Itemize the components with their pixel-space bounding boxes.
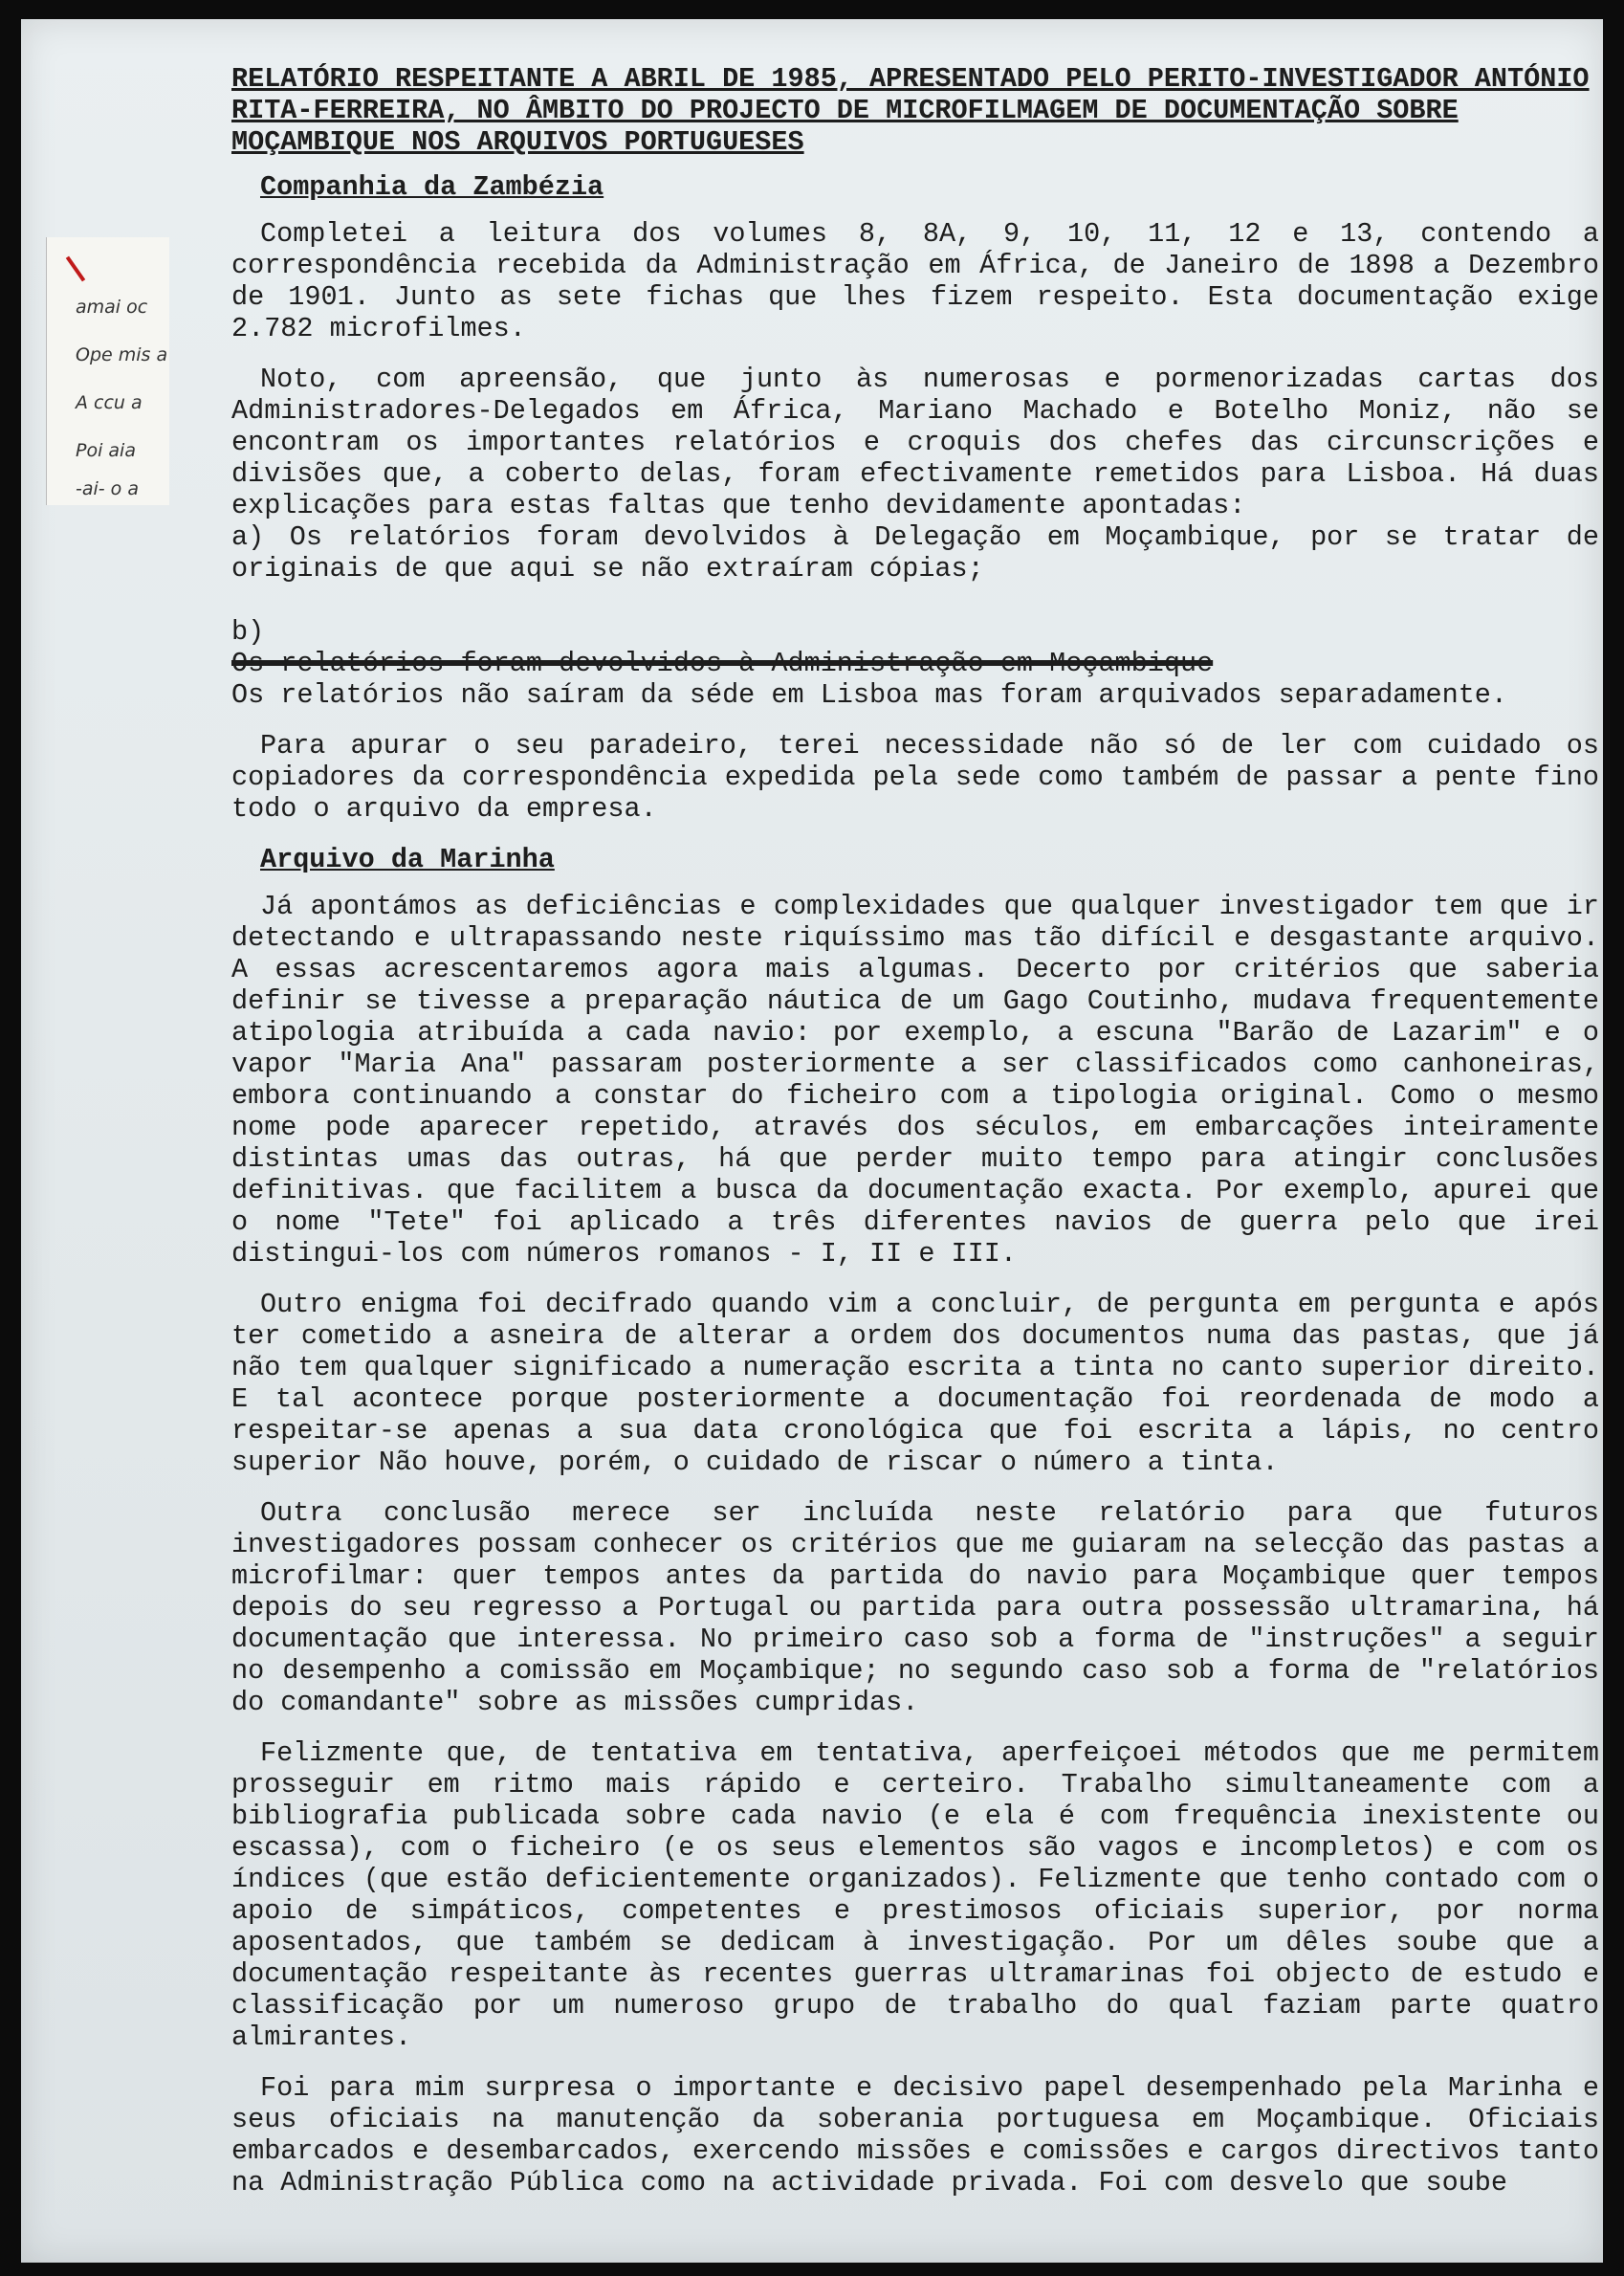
margin-tab-line: A ccu a — [76, 392, 143, 413]
paragraph: Noto, com apreensão, que junto às numerosas e pormenorizadas cartas dos Administradores-Delegados em África, Mariano Machado e Botelho Moniz, não se encontram os importantes relatórios e croquis dos chefes das circunscrições e divisões que, a coberto delas, foram efectivamente remetidos para Lisboa. Há duas explicações para estas faltas que tenho devidamente apontadas: a) Os relatórios foram devolvidos à Delegação em Moçambique, por se tratar de originais de que aqui se não extraíram cópias; — [231, 364, 1599, 585]
list-item-label: b) — [231, 616, 265, 648]
paragraph: Completei a leitura dos volumes 8, 8A, 9, 10, 11, 12 e 13, contendo a correspondência recebida da Administração em África, de Janeiro de 1898 a Dezembro de 1901. Junto as sete fichas que lhes fizem respeito. Esta documentação exige 2.782 microfilmes. — [231, 218, 1599, 344]
margin-tab-line: Ope mis a — [76, 344, 168, 365]
paragraph: Já apontámos as deficiências e complexidades que qualquer investigador tem que ir detectando e ultrapassando neste riquíssimo mas tão difícil e desgastante arquivo. A essas acrescentaremos agora mais algumas. Decerto por critérios que saberia definir se tivesse a preparação náutica de um Gago Coutinho, mudava frequentemente atipologia atribuída a cada navio: por exemplo, a escuna "Barão de Lazarim" e o vapor "Maria Ana" passaram posteriormente a ser classificados como canhoneiras, embora continuando a constar do ficheiro com a tipologia original. Como o mesmo nome pode aparecer repetido, através dos séculos, em embarcações inteiramente distintas umas das outras, há que perder muito tempo para atingir conclusões definitivas. que facilitem a busca da documentação exacta. Por exemplo, apurei que o nome "Tete" foi aplicado a três diferentes navios de guerra pelo que irei distingui-los com números romanos - I, II e III. — [231, 891, 1599, 1270]
paragraph: Outro enigma foi decifrado quando vim a concluir, de pergunta em pergunta e após ter cometido a asneira de alterar a ordem dos documentos numa das pastas, que já não tem qualquer significado a numeração escrita a tinta no canto superior direito. E tal acontece porque posteriormente a documentação foi reordenada de modo a respeitar-se apenas a sua data cronológica que foi escrita a lápis, no centro superior Não houve, porém, o cuidado de riscar o número a tinta. — [231, 1289, 1599, 1478]
document-body — [231, 63, 1599, 2218]
section-title-marinha: Arquivo da Marinha — [260, 844, 555, 875]
report-heading: RELATÓRIO RESPEITANTE A ABRIL DE 1985, APRESENTADO PELO PERITO-INVESTIGADOR ANTÓNIO RITA-FERREIRA, NO ÂMBITO DO PROJECTO DE MICROFILMAGEM DE DOCUMENTAÇÃO SOBRE MOÇAMBIQUE NOS ARQUIVOS PORTUGUESES — [231, 63, 1590, 158]
paragraph: Para apurar o seu paradeiro, terei necessidade não só de ler com cuidado os copiadores da correspondência expedida pela sede como também de passar a pente fino todo o arquivo da empresa. — [231, 730, 1599, 825]
section-title-companhia: Companhia da Zambézia — [260, 171, 604, 203]
list-item-b — [231, 585, 1599, 711]
paragraph: Felizmente que, de tentativa em tentativa, aperfeiçoei métodos que me permitem prosseguir em ritmo mais rápido e certeiro. Trabalho simultaneamente com a bibliografia publicada sobre cada navio (e ela é com frequência inexistente ou escassa), com o ficheiro (e os seus elementos são vagos e incompletos) e com os índices (que estão deficientemente organizados). Felizmente que tenho contado com o apoio de simpáticos, competentes e prestimosos oficiais superior, por norma aposentados, que também se dedicam à investigação. Por um dêles soube que a documentação respeitante às recentes guerras ultramarinas foi objecto de estudo e classificação por um numeroso grupo de trabalho do qual faziam parte quatro almirantes. — [231, 1737, 1599, 2053]
margin-tab-line: -ai- o a — [76, 478, 139, 499]
paragraph: Outra conclusão merece ser incluída neste relatório para que futuros investigadores possam conhecer os critérios que me guiaram na selecção das pastas a microfilmar: quer tempos antes da partida do navio para Moçambique quer tempos depois do seu regresso a Portugal ou partida para outra possessão ultramarina, há documentação que interessa. No primeiro caso sob a forma de "instruções" a seguir no desempenho a comissão em Moçambique; no segundo caso sob a forma de "relatórios do comandante" sobre as missões cumpridas. — [231, 1497, 1599, 1718]
red-pencil-mark — [66, 256, 85, 282]
document-page — [21, 19, 1603, 2263]
paragraph: Foi para mim surpresa o importante e decisivo papel desempenhado pela Marinha e seus oficiais na manutenção da soberania portuguesa em Moçambique. Oficiais embarcados e desembarcados, exercendo missões e comissões e cargos directivos tanto na Administração Pública como na actividade privada. Foi com desvelo que soube — [231, 2072, 1599, 2199]
struck-text: Os relatórios foram devolvidos à Administração em Moçambique — [231, 648, 1214, 679]
margin-tab-line: amai oc — [76, 297, 148, 318]
margin-tab-line: Poi aia — [76, 440, 136, 461]
margin-label-tab — [46, 237, 169, 505]
list-item-text: Os relatórios não saíram da séde em Lisboa mas foram arquivados separadamente. — [231, 679, 1508, 711]
